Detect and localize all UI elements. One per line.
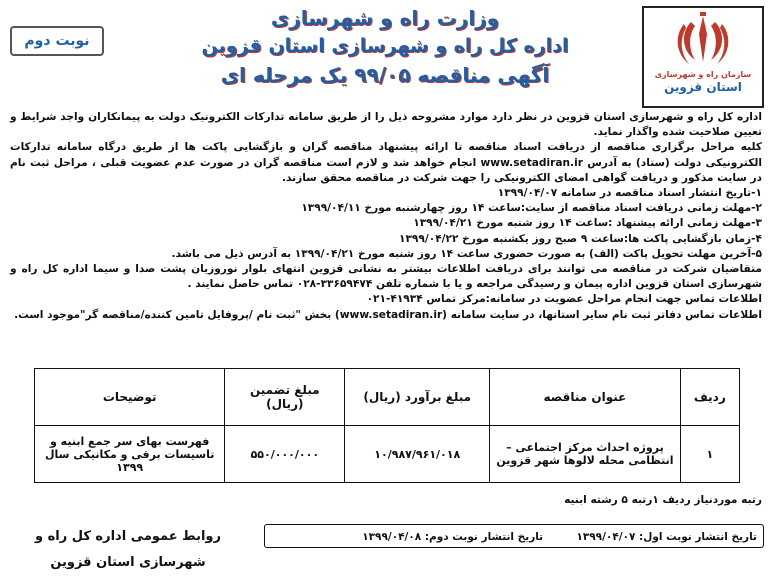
emblem-province-label: استان قزوین: [664, 80, 742, 94]
required-grade-note: رتبه موردنیاز ردیف ۱رتبه ۵ رشته ابنیه: [564, 494, 762, 506]
cell-estimate: ۱۰/۹۸۷/۹۶۱/۰۱۸: [345, 426, 490, 483]
tender-title: آگهی مناقصه ۹۹/۰۵ یک مرحله ای: [220, 63, 550, 87]
cell-tender-title: پروژه احداث مرکز اجتماعی – انتظامی محله لالوها شهر قزوین: [490, 426, 680, 483]
cell-description: فهرست بهای سر جمع ابنیه و تاسیسات برقی و مکانیکی سال ۱۳۹۹: [35, 426, 225, 483]
footer: [8, 522, 764, 570]
header-description: توضیحات: [35, 369, 225, 426]
body-paragraph: متقاضیان شرکت در مناقصه می توانند برای دریافت اطلاعات بیشتر به نشانی قزوین انتهای بلوار نوروزیان پشت صدا و سیما اداره کل راه و شهرسازی استان قزوین اداره پیمان و رسیدگی مراجعه و یا با شماره تلفن ۳۳۶۵۹۴۷۴-۰۲۸ تماس حاصل نمایند .: [10, 263, 762, 291]
body-paragraph: ۳-مهلت زمانی ارائه پیشنهاد :ساعت ۱۴ روز شنبه مورخ ۱۳۹۹/۰۴/۲۱: [413, 217, 762, 230]
first-publication-date: تاریخ انتشار نوبت اول: ۱۳۹۹/۰۴/۰۷: [576, 531, 757, 543]
cell-row-number: ۱: [680, 426, 739, 483]
publication-dates-box: [264, 524, 764, 548]
header: [0, 0, 772, 108]
table-row: [35, 426, 740, 483]
public-relations-signature: روابط عمومی اداره کل راه و شهرسازی استان قزوین: [35, 529, 221, 570]
title-block: [150, 4, 620, 90]
header-tender-title: عنوان مناقصه: [490, 369, 680, 426]
notice-body: [10, 110, 762, 323]
publication-round-badge: نوبت دوم: [10, 26, 104, 56]
header-guarantee: مبلغ تضمین (ریال): [225, 369, 345, 426]
ministry-title: وزارت راه و شهرسازی: [270, 6, 500, 30]
header-row-number: ردیف: [680, 369, 739, 426]
emblem-logo-box: [642, 6, 764, 108]
iran-emblem-icon: [671, 12, 735, 68]
body-paragraph: ۴-زمان بازگشایی پاکت ها:ساعت ۹ صبح روز یکشنبه مورخ ۱۳۹۹/۰۴/۲۲: [399, 232, 762, 245]
body-paragraph: ۱-تاریخ انتشار اسناد مناقصه در سامانه ۱۳۹۹/۰۴/۰۷: [497, 187, 762, 200]
body-paragraph: اداره کل راه و شهرسازی استان قزوین در نظر دارد موارد مشروحه ذیل را از طریق سامانه تدارکات الکترونیک دولت به پیمانکاران واجد شرایط و تعیین صلاحیت شده واگذار نماید.: [10, 111, 762, 139]
second-publication-date: تاریخ انتشار نوبت دوم: ۱۳۹۹/۰۴/۰۸: [362, 531, 544, 543]
body-paragraph: اطلاعات تماس جهت انجام مراحل عضویت در سامانه:مرکز تماس ۴۱۹۳۴-۰۲۱: [366, 293, 762, 306]
header-estimate: مبلغ برآورد (ریال): [345, 369, 490, 426]
table-header-row: [35, 369, 740, 426]
body-paragraph: ۵-آخرین مهلت تحویل پاکت (الف) به صورت حضوری ساعت ۱۴ روز شنبه مورخ ۱۳۹۹/۰۴/۲۱ به آدرس ذیل می باشد.: [171, 247, 762, 260]
emblem-org-label: سازمان راه و شهرسازی: [654, 70, 752, 79]
body-paragraph: ۲-مهلت زمانی دریافت اسناد مناقصه از سایت:ساعت ۱۴ روز چهارشنبه مورخ ۱۳۹۹/۰۴/۱۱: [301, 202, 762, 215]
tender-table: [34, 368, 740, 483]
body-paragraph: اطلاعات تماس دفاتر ثبت نام سایر استانها، در سایت سامانه (www.setadiran.ir) بخش "ثبت نام /پروفایل تامین کننده/مناقصه گر"موجود است.: [14, 308, 762, 321]
body-paragraph: کلیه مراحل برگزاری مناقصه از دریافت اسناد مناقصه تا ارائه پیشنهاد مناقصه گران و بازگشایی پاکت ها از طریق درگاه سامانه تدارکات الکترونیکی دولت (ستاد) به آدرس www.setadiran.ir انجام خواهد شد و لازم است مناقصه گران در صورت عدم عضویت قبلی ، مراحل ثبت نام در سایت مذکور و دریافت گواهی امضای الکترونیکی را جهت شرکت در مناقصه محقق سازند.: [10, 141, 762, 184]
office-title: اداره کل راه و شهرسازی استان قزوین: [201, 35, 569, 57]
cell-guarantee: ۵۵۰/۰۰۰/۰۰۰: [225, 426, 345, 483]
